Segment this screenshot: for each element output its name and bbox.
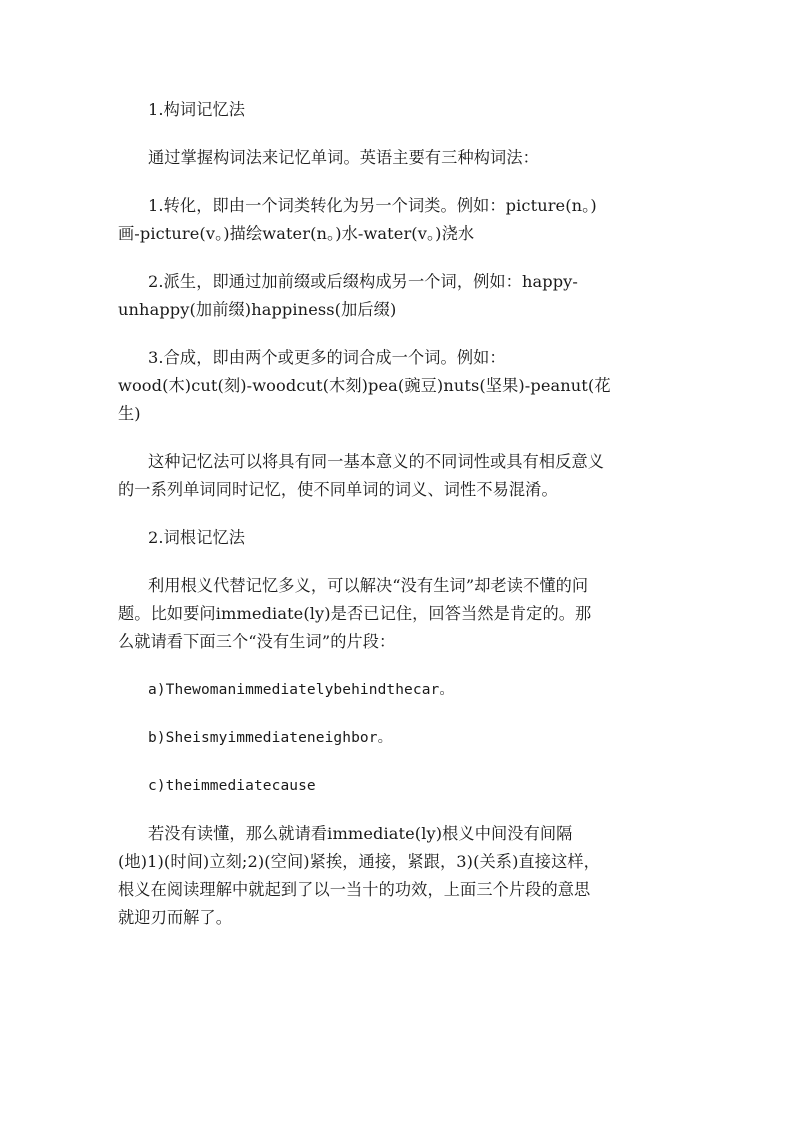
paragraph-line: wood(木)cut(刻)-woodcut(木刻)pea(豌豆)nuts(坚果)-peanut(花	[118, 376, 611, 395]
paragraph-line: 3.合成，即由两个或更多的词合成一个词。例如：	[148, 348, 506, 367]
paragraph-line: 2.派生，即通过加前缀或后缀构成另一个词，例如：happy-	[148, 272, 578, 291]
explanation-paragraph	[118, 820, 683, 932]
paragraph-line: 的一系列单词同时记忆，使不同单词的词义、词性不易混淆。	[118, 480, 558, 499]
paragraph-line: (地)1)(时间)立刻;2)(空间)紧挨，通接，紧跟，3)(关系)直接这样，	[118, 852, 600, 871]
compounding-paragraph	[118, 344, 683, 428]
example-sentence: c)theimmediatecause	[148, 778, 316, 794]
paragraph-line: 若没有读懂，那么就请看immediate(ly)根义中间没有间隔	[148, 824, 573, 843]
example-b	[118, 724, 683, 752]
heading-text: 1.构词记忆法	[148, 100, 246, 119]
section-heading-root-memory	[118, 524, 683, 552]
summary-paragraph	[118, 448, 683, 504]
root-meaning-paragraph	[118, 572, 683, 656]
paragraph-line: 生)	[118, 404, 141, 423]
paragraph-line: 通过掌握构词法来记忆单词。英语主要有三种构词法：	[148, 148, 539, 167]
paragraph-line: 利用根义代替记忆多义，可以解决“没有生词”却老读不懂的问	[148, 576, 589, 595]
paragraph-line: 就迎刃而解了。	[118, 908, 233, 927]
intro-paragraph	[118, 144, 683, 172]
heading-text: 2.词根记忆法	[148, 528, 246, 547]
paragraph-line: 题。比如要问immediate(ly)是否已记住，回答当然是肯定的。那	[118, 604, 592, 623]
derivation-paragraph	[118, 268, 683, 324]
paragraph-line: 画-picture(v。)描绘water(n。)水-water(v。)浇水	[118, 224, 475, 243]
section-heading-word-formation	[118, 96, 683, 124]
document-body	[118, 96, 683, 952]
paragraph-line: 这种记忆法可以将具有同一基本意义的不同词性或具有相反意义	[148, 452, 605, 471]
paragraph-line: 根义在阅读理解中就起到了以一当十的功效，上面三个片段的意思	[118, 880, 591, 899]
paragraph-line: 么就请看下面三个“没有生词”的片段：	[118, 632, 396, 651]
paragraph-line: 1.转化，即由一个词类转化为另一个词类。例如：picture(n。)	[148, 196, 597, 215]
example-a	[118, 676, 683, 704]
example-c	[118, 772, 683, 800]
example-sentence: b)Sheismyimmediateneighbor。	[148, 730, 393, 746]
example-sentence: a)Thewomanimmediatelybehindthecar。	[148, 682, 454, 698]
conversion-paragraph	[118, 192, 683, 248]
paragraph-line: unhappy(加前缀)happiness(加后缀)	[118, 300, 397, 319]
